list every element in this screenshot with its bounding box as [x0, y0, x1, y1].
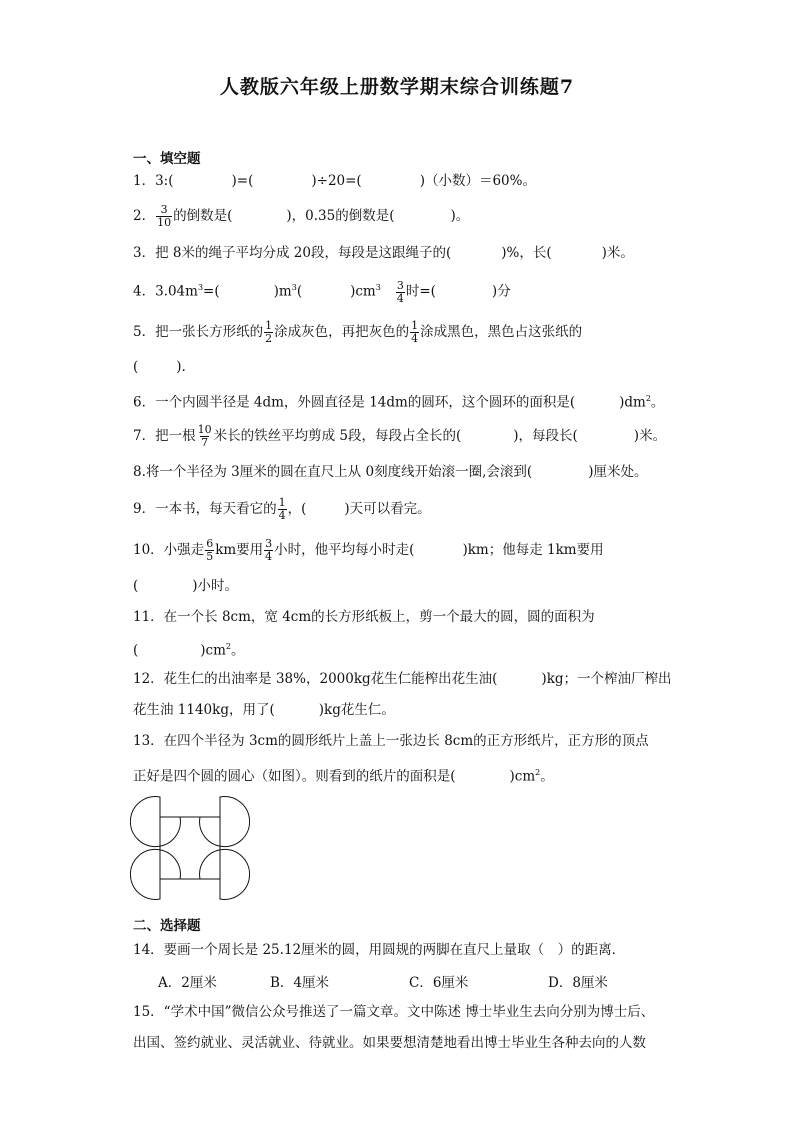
question-12: 12．花生仁的出油率是 38%，2000kg花生仁能榨出花生油( )kg；一个榨油厂榨出	[133, 671, 672, 687]
section-heading-fill-in: 一、填空题	[133, 151, 201, 167]
fraction: $\frac{1}{4}$	[278, 496, 286, 522]
square	[160, 817, 220, 879]
question-15-line-2: 出国、签约就业、灵活就业、待就业。如果要想清楚地看出博士毕业生各种去向的人数	[133, 1035, 646, 1051]
question-11-line-2: ( )$cm^2$。	[133, 642, 245, 659]
question-11: 11．在一个长 8cm，宽 4cm的长方形纸板上，剪一个最大的圆，圆的面积为	[133, 609, 595, 625]
question-9: 9．一本书，每天看它的 $\frac{1}{4}$ ，( )天可以看完。	[133, 496, 431, 522]
question-1: 1．3:( )=( )÷20=( )（小数）＝60%。	[133, 173, 536, 189]
circle-top-right	[200, 797, 250, 847]
question-6: 6．一个内圆半径是 4dm，外圆直径是 14dm的圆环，这个圆环的面积是( )$dm^2$。	[133, 394, 665, 411]
question-13-line-2: 正好是四个圆的圆心（如图）。则看到的纸片的面积是( )$cm^2$。	[133, 768, 554, 785]
question-3: 3．把 8米的绳子平均分成 20段，每段是这跟绳子的( )%，长( )米。	[133, 245, 634, 261]
fraction: $\frac{1}{2}$	[265, 319, 273, 345]
question-10-line-2: ( )小时。	[133, 578, 239, 594]
circles-square-figure	[130, 793, 250, 912]
question-7: 7．把一根 $\frac{10}{7}$ 米长的铁丝平均剪成 5段，每段占全长的( )，每段长( )米。	[133, 423, 667, 449]
fraction: $\frac{6}{5}$	[206, 537, 214, 563]
question-10: 10．小强走 $\frac{6}{5}$ km要用 $\frac{3}{4}$ 小时，他平均每小时走( )km；他每走 1km要用	[133, 537, 604, 563]
option-c[interactable]: C．6厘米	[409, 975, 469, 991]
fraction: $\frac{10}{7}$	[197, 423, 212, 449]
option-d[interactable]: D．8厘米	[548, 975, 608, 991]
question-8: 8.将一个半径为 3厘米的圆在直尺上从 0刻度线开始滚一圈,会滚到( )厘米处。	[133, 464, 648, 480]
question-15: 15．“学术中国”微信公众号推送了一篇文章。文中陈述 博士毕业生去向分别为博士后、	[133, 1004, 655, 1020]
question-14: 14．要画一个周长是 25.12厘米的圆，用圆规的两脚在直尺上量取（ ）的距离．	[133, 942, 626, 958]
fraction: $\frac{3}{4}$	[265, 537, 273, 563]
question-4: 4．$3.04m^3=$( )$m^3$( )$cm^3$ $\frac{3}{4}$ 时=( )分	[133, 278, 511, 305]
section-heading-choice: 二、选择题	[133, 918, 201, 934]
fraction: $\frac{3}{10}$	[157, 203, 172, 229]
circle-bottom-left	[130, 849, 180, 899]
option-a[interactable]: A．2厘米	[158, 975, 217, 991]
page-title: 人教版六年级上册数学期末综合训练题7	[219, 76, 575, 98]
circle-top-left	[130, 797, 180, 847]
option-b[interactable]: B．4厘米	[270, 975, 330, 991]
fraction: $\frac{1}{4}$	[411, 319, 419, 345]
fraction: $\frac{3}{4}$	[396, 278, 404, 305]
question-2: 2． $\frac{3}{10}$ 的倒数是( )，0.35的倒数是( )。	[133, 203, 470, 229]
question-12-line-2: 花生油 1140kg，用了( )kg花生仁。	[133, 702, 395, 718]
question-13: 13．在四个半径为 3cm的圆形纸片上盖上一张边长 8cm的正方形纸片，正方形的顶点	[133, 733, 649, 749]
figure-svg	[130, 793, 250, 908]
question-5: 5．把一张长方形纸的 $\frac{1}{2}$ 涂成灰色，再把灰色的 $\frac{1}{4}$ 涂成黑色，黑色占这张纸的	[133, 319, 583, 345]
circle-bottom-right	[200, 849, 250, 899]
question-5-line-2: ( ).	[133, 359, 186, 375]
